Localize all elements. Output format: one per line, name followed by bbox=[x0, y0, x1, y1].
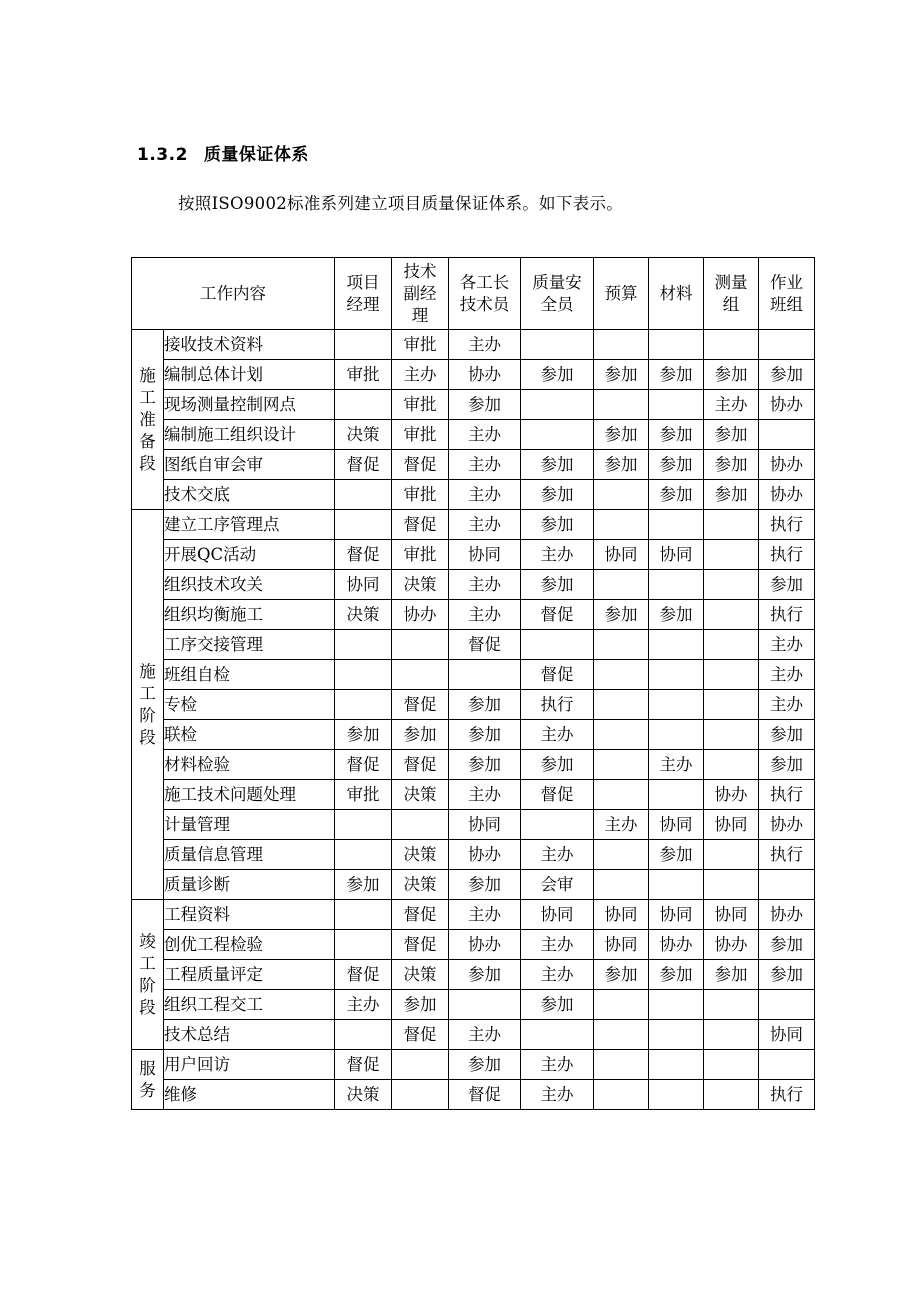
role-cell bbox=[594, 750, 649, 780]
role-cell: 督促 bbox=[335, 1050, 392, 1080]
table-row bbox=[132, 1020, 815, 1050]
role-cell: 参加 bbox=[759, 570, 815, 600]
task-cell: 质量诊断 bbox=[164, 870, 335, 900]
role-cell: 督促 bbox=[449, 1080, 521, 1110]
task-cell: 计量管理 bbox=[164, 810, 335, 840]
role-cell bbox=[649, 570, 704, 600]
table-row bbox=[132, 330, 815, 360]
role-cell: 督促 bbox=[521, 600, 594, 630]
table-row bbox=[132, 420, 815, 450]
role-cell: 执行 bbox=[759, 840, 815, 870]
task-cell: 维修 bbox=[164, 1080, 335, 1110]
task-cell: 创优工程检验 bbox=[164, 930, 335, 960]
task-cell: 技术总结 bbox=[164, 1020, 335, 1050]
role-cell: 主办 bbox=[759, 630, 815, 660]
role-cell bbox=[594, 720, 649, 750]
role-cell bbox=[594, 1020, 649, 1050]
role-cell: 审批 bbox=[335, 780, 392, 810]
role-cell: 参加 bbox=[449, 1050, 521, 1080]
role-cell bbox=[704, 570, 759, 600]
role-cell: 参加 bbox=[649, 420, 704, 450]
role-cell: 主办 bbox=[594, 810, 649, 840]
role-cell: 主办 bbox=[449, 900, 521, 930]
task-cell: 编制总体计划 bbox=[164, 360, 335, 390]
role-cell bbox=[392, 810, 449, 840]
section-title: 质量保证体系 bbox=[203, 145, 309, 165]
role-cell: 参加 bbox=[449, 720, 521, 750]
table-row bbox=[132, 690, 815, 720]
intro-paragraph: 按照ISO9002标准系列建立项目质量保证体系。如下表示。 bbox=[178, 194, 624, 213]
role-cell: 协同 bbox=[649, 900, 704, 930]
role-cell: 主办 bbox=[449, 1020, 521, 1050]
task-cell: 开展QC活动 bbox=[164, 540, 335, 570]
phase-label: 施工准备段 bbox=[132, 330, 164, 510]
role-cell bbox=[594, 510, 649, 540]
role-cell bbox=[759, 990, 815, 1020]
role-cell: 参加 bbox=[521, 570, 594, 600]
role-cell: 决策 bbox=[392, 780, 449, 810]
task-cell: 编制施工组织设计 bbox=[164, 420, 335, 450]
table-row bbox=[132, 1050, 815, 1080]
role-cell bbox=[594, 660, 649, 690]
role-cell: 决策 bbox=[392, 960, 449, 990]
table-row bbox=[132, 390, 815, 420]
role-cell: 决策 bbox=[392, 840, 449, 870]
role-cell bbox=[759, 1050, 815, 1080]
role-cell: 参加 bbox=[521, 510, 594, 540]
role-cell bbox=[392, 1080, 449, 1110]
header-budget: 预算 bbox=[594, 258, 649, 330]
role-cell: 参加 bbox=[521, 990, 594, 1020]
role-cell bbox=[594, 840, 649, 870]
table-row bbox=[132, 840, 815, 870]
phase-label: 服务 bbox=[132, 1050, 164, 1110]
role-cell bbox=[335, 1020, 392, 1050]
role-cell bbox=[704, 1020, 759, 1050]
role-cell bbox=[335, 480, 392, 510]
task-cell: 材料检验 bbox=[164, 750, 335, 780]
role-cell: 参加 bbox=[704, 960, 759, 990]
role-cell: 协同 bbox=[649, 810, 704, 840]
task-cell: 接收技术资料 bbox=[164, 330, 335, 360]
table-row bbox=[132, 780, 815, 810]
role-cell bbox=[704, 750, 759, 780]
task-cell: 质量信息管理 bbox=[164, 840, 335, 870]
role-cell: 协同 bbox=[594, 900, 649, 930]
role-cell: 督促 bbox=[392, 690, 449, 720]
role-cell: 参加 bbox=[704, 360, 759, 390]
role-cell bbox=[704, 720, 759, 750]
role-cell bbox=[649, 1050, 704, 1080]
role-cell: 协同 bbox=[449, 810, 521, 840]
role-cell: 协办 bbox=[704, 780, 759, 810]
role-cell: 督促 bbox=[392, 450, 449, 480]
role-cell: 主办 bbox=[704, 390, 759, 420]
role-cell: 参加 bbox=[649, 360, 704, 390]
role-cell: 审批 bbox=[392, 390, 449, 420]
role-cell: 协办 bbox=[449, 840, 521, 870]
role-cell bbox=[335, 930, 392, 960]
role-cell bbox=[335, 900, 392, 930]
role-cell: 协同 bbox=[594, 930, 649, 960]
role-cell bbox=[649, 390, 704, 420]
role-cell: 协办 bbox=[759, 390, 815, 420]
role-cell bbox=[704, 510, 759, 540]
role-cell bbox=[594, 480, 649, 510]
table-row bbox=[132, 1080, 815, 1110]
role-cell: 协办 bbox=[449, 930, 521, 960]
role-cell: 参加 bbox=[594, 420, 649, 450]
role-cell: 参加 bbox=[392, 720, 449, 750]
role-cell bbox=[521, 420, 594, 450]
task-cell: 施工技术问题处理 bbox=[164, 780, 335, 810]
header-tech-deputy-manager: 技术副经理 bbox=[392, 258, 449, 330]
role-cell: 会审 bbox=[521, 870, 594, 900]
role-cell: 督促 bbox=[335, 450, 392, 480]
role-cell: 执行 bbox=[759, 600, 815, 630]
role-cell: 督促 bbox=[521, 660, 594, 690]
table-row bbox=[132, 660, 815, 690]
role-cell: 协同 bbox=[521, 900, 594, 930]
role-cell bbox=[335, 690, 392, 720]
role-cell bbox=[521, 390, 594, 420]
table-row bbox=[132, 990, 815, 1020]
table-row bbox=[132, 450, 815, 480]
role-cell bbox=[521, 1020, 594, 1050]
role-cell bbox=[594, 690, 649, 720]
role-cell: 主办 bbox=[759, 660, 815, 690]
role-cell: 执行 bbox=[521, 690, 594, 720]
role-cell: 参加 bbox=[649, 840, 704, 870]
role-cell: 审批 bbox=[392, 480, 449, 510]
role-cell: 督促 bbox=[335, 960, 392, 990]
role-cell: 决策 bbox=[335, 600, 392, 630]
role-cell bbox=[594, 390, 649, 420]
role-cell: 参加 bbox=[759, 720, 815, 750]
role-cell: 执行 bbox=[759, 510, 815, 540]
role-cell bbox=[335, 390, 392, 420]
role-cell: 督促 bbox=[392, 930, 449, 960]
role-cell: 参加 bbox=[759, 930, 815, 960]
role-cell bbox=[649, 1020, 704, 1050]
role-cell: 参加 bbox=[594, 360, 649, 390]
header-foreman-technician: 各工长技术员 bbox=[449, 258, 521, 330]
header-work-content: 工作内容 bbox=[132, 258, 335, 330]
role-cell bbox=[521, 630, 594, 660]
role-cell bbox=[704, 540, 759, 570]
task-cell: 用户回访 bbox=[164, 1050, 335, 1080]
role-cell bbox=[649, 720, 704, 750]
role-cell: 参加 bbox=[521, 450, 594, 480]
role-cell: 参加 bbox=[759, 960, 815, 990]
role-cell bbox=[594, 570, 649, 600]
role-cell: 协办 bbox=[649, 930, 704, 960]
role-cell: 协办 bbox=[759, 480, 815, 510]
role-cell bbox=[704, 840, 759, 870]
task-cell: 组织均衡施工 bbox=[164, 600, 335, 630]
table-row bbox=[132, 720, 815, 750]
role-cell: 协办 bbox=[759, 450, 815, 480]
role-cell: 主办 bbox=[521, 720, 594, 750]
role-cell bbox=[392, 1050, 449, 1080]
table-row bbox=[132, 960, 815, 990]
phase-label: 施工阶段 bbox=[132, 510, 164, 900]
table-row bbox=[132, 360, 815, 390]
role-cell bbox=[649, 510, 704, 540]
role-cell: 主办 bbox=[449, 330, 521, 360]
section-number: 1.3.2 bbox=[137, 145, 188, 165]
role-cell: 决策 bbox=[392, 870, 449, 900]
role-cell: 参加 bbox=[335, 720, 392, 750]
role-cell: 督促 bbox=[449, 630, 521, 660]
role-cell: 参加 bbox=[449, 750, 521, 780]
table-row bbox=[132, 480, 815, 510]
role-cell bbox=[704, 630, 759, 660]
task-cell: 联检 bbox=[164, 720, 335, 750]
role-cell: 协同 bbox=[704, 810, 759, 840]
role-cell: 协同 bbox=[759, 1020, 815, 1050]
task-cell: 专检 bbox=[164, 690, 335, 720]
header-work-team: 作业班组 bbox=[759, 258, 815, 330]
role-cell bbox=[594, 990, 649, 1020]
role-cell: 督促 bbox=[392, 510, 449, 540]
role-cell bbox=[449, 660, 521, 690]
role-cell: 协办 bbox=[704, 930, 759, 960]
role-cell: 参加 bbox=[649, 600, 704, 630]
role-cell: 督促 bbox=[392, 750, 449, 780]
role-cell: 主办 bbox=[449, 420, 521, 450]
role-cell: 参加 bbox=[521, 360, 594, 390]
role-cell bbox=[449, 990, 521, 1020]
role-cell: 主办 bbox=[521, 540, 594, 570]
role-cell bbox=[704, 1080, 759, 1110]
role-cell bbox=[704, 330, 759, 360]
role-cell: 执行 bbox=[759, 780, 815, 810]
role-cell: 主办 bbox=[521, 840, 594, 870]
role-cell bbox=[759, 330, 815, 360]
task-cell: 图纸自审会审 bbox=[164, 450, 335, 480]
role-cell bbox=[594, 870, 649, 900]
role-cell bbox=[704, 990, 759, 1020]
table-header-row bbox=[132, 258, 815, 330]
task-cell: 工序交接管理 bbox=[164, 630, 335, 660]
task-cell: 工程质量评定 bbox=[164, 960, 335, 990]
role-cell: 参加 bbox=[704, 450, 759, 480]
role-cell: 执行 bbox=[759, 1080, 815, 1110]
task-cell: 建立工序管理点 bbox=[164, 510, 335, 540]
role-cell bbox=[335, 330, 392, 360]
role-cell: 参加 bbox=[449, 390, 521, 420]
role-cell bbox=[392, 630, 449, 660]
role-cell: 参加 bbox=[449, 870, 521, 900]
role-cell: 参加 bbox=[449, 960, 521, 990]
role-cell bbox=[649, 990, 704, 1020]
role-cell: 协同 bbox=[649, 540, 704, 570]
role-cell: 主办 bbox=[449, 480, 521, 510]
role-cell: 参加 bbox=[759, 360, 815, 390]
role-cell: 督促 bbox=[392, 900, 449, 930]
role-cell: 协办 bbox=[392, 600, 449, 630]
role-cell: 参加 bbox=[594, 600, 649, 630]
role-cell: 主办 bbox=[449, 450, 521, 480]
role-cell bbox=[649, 870, 704, 900]
table-row bbox=[132, 630, 815, 660]
role-cell bbox=[649, 690, 704, 720]
role-cell bbox=[594, 1080, 649, 1110]
role-cell: 决策 bbox=[335, 420, 392, 450]
table-row bbox=[132, 750, 815, 780]
role-cell: 参加 bbox=[704, 420, 759, 450]
role-cell bbox=[594, 1050, 649, 1080]
role-cell: 参加 bbox=[704, 480, 759, 510]
role-cell: 主办 bbox=[392, 360, 449, 390]
role-cell: 决策 bbox=[392, 570, 449, 600]
role-cell: 参加 bbox=[521, 750, 594, 780]
role-cell: 主办 bbox=[521, 930, 594, 960]
phase-label: 竣工阶段 bbox=[132, 900, 164, 1050]
role-cell: 主办 bbox=[449, 570, 521, 600]
role-cell bbox=[704, 690, 759, 720]
role-cell: 督促 bbox=[392, 1020, 449, 1050]
role-cell: 主办 bbox=[521, 960, 594, 990]
role-cell bbox=[704, 660, 759, 690]
role-cell: 督促 bbox=[521, 780, 594, 810]
role-cell bbox=[335, 510, 392, 540]
role-cell bbox=[649, 1080, 704, 1110]
role-cell: 主办 bbox=[449, 780, 521, 810]
role-cell: 参加 bbox=[649, 450, 704, 480]
role-cell: 参加 bbox=[521, 480, 594, 510]
role-cell bbox=[335, 840, 392, 870]
role-cell: 协同 bbox=[704, 900, 759, 930]
role-cell: 主办 bbox=[649, 750, 704, 780]
role-cell: 主办 bbox=[335, 990, 392, 1020]
quality-assurance-table bbox=[131, 257, 815, 1110]
role-cell bbox=[392, 660, 449, 690]
section-heading bbox=[137, 140, 309, 165]
role-cell: 协办 bbox=[759, 900, 815, 930]
role-cell bbox=[594, 330, 649, 360]
role-cell: 审批 bbox=[392, 420, 449, 450]
role-cell bbox=[704, 1050, 759, 1080]
role-cell: 参加 bbox=[594, 450, 649, 480]
header-project-manager: 项目经理 bbox=[335, 258, 392, 330]
role-cell bbox=[759, 870, 815, 900]
table-row bbox=[132, 810, 815, 840]
role-cell bbox=[649, 660, 704, 690]
task-cell: 班组自检 bbox=[164, 660, 335, 690]
role-cell bbox=[649, 630, 704, 660]
table-row bbox=[132, 600, 815, 630]
role-cell: 协同 bbox=[335, 570, 392, 600]
role-cell: 审批 bbox=[392, 540, 449, 570]
role-cell: 执行 bbox=[759, 540, 815, 570]
table-row bbox=[132, 870, 815, 900]
header-quality-safety-officer: 质量安全员 bbox=[521, 258, 594, 330]
task-cell: 技术交底 bbox=[164, 480, 335, 510]
role-cell: 协同 bbox=[594, 540, 649, 570]
header-survey-group: 测量组 bbox=[704, 258, 759, 330]
role-cell bbox=[335, 630, 392, 660]
role-cell: 参加 bbox=[649, 960, 704, 990]
role-cell bbox=[594, 630, 649, 660]
table-row bbox=[132, 930, 815, 960]
task-cell: 现场测量控制网点 bbox=[164, 390, 335, 420]
task-cell: 工程资料 bbox=[164, 900, 335, 930]
role-cell: 主办 bbox=[759, 690, 815, 720]
role-cell: 参加 bbox=[335, 870, 392, 900]
role-cell: 参加 bbox=[759, 750, 815, 780]
role-cell bbox=[704, 600, 759, 630]
role-cell: 参加 bbox=[594, 960, 649, 990]
role-cell: 主办 bbox=[449, 600, 521, 630]
role-cell bbox=[521, 330, 594, 360]
role-cell: 决策 bbox=[335, 1080, 392, 1110]
role-cell: 审批 bbox=[392, 330, 449, 360]
task-cell: 组织技术攻关 bbox=[164, 570, 335, 600]
header-materials: 材料 bbox=[649, 258, 704, 330]
role-cell bbox=[704, 870, 759, 900]
role-cell: 参加 bbox=[392, 990, 449, 1020]
table-row bbox=[132, 900, 815, 930]
role-cell bbox=[521, 810, 594, 840]
role-cell: 督促 bbox=[335, 540, 392, 570]
role-cell: 主办 bbox=[521, 1080, 594, 1110]
table-row bbox=[132, 540, 815, 570]
role-cell bbox=[335, 810, 392, 840]
role-cell: 参加 bbox=[649, 480, 704, 510]
role-cell: 督促 bbox=[335, 750, 392, 780]
table-row bbox=[132, 510, 815, 540]
role-cell: 主办 bbox=[449, 510, 521, 540]
task-cell: 组织工程交工 bbox=[164, 990, 335, 1020]
role-cell bbox=[335, 660, 392, 690]
role-cell: 协同 bbox=[449, 540, 521, 570]
role-cell bbox=[759, 420, 815, 450]
role-cell: 主办 bbox=[521, 1050, 594, 1080]
role-cell bbox=[649, 330, 704, 360]
role-cell: 协办 bbox=[449, 360, 521, 390]
role-cell bbox=[594, 780, 649, 810]
role-cell: 审批 bbox=[335, 360, 392, 390]
role-cell: 协办 bbox=[759, 810, 815, 840]
role-cell bbox=[649, 780, 704, 810]
role-cell: 参加 bbox=[449, 690, 521, 720]
table-row bbox=[132, 570, 815, 600]
